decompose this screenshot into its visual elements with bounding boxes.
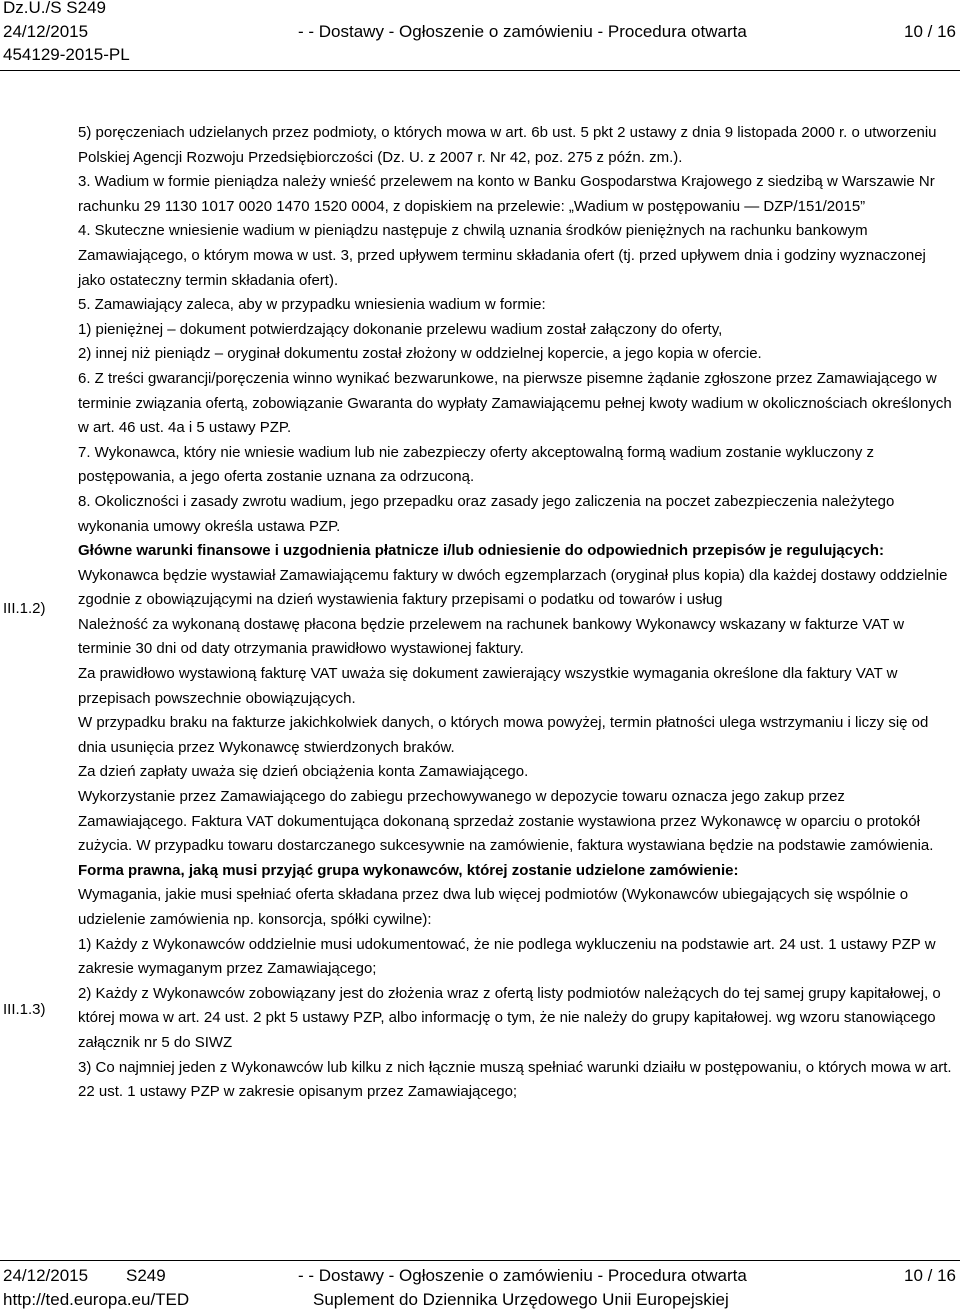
journal-reference: Dz.U./S S249	[3, 0, 106, 17]
paragraph-deposit-7: 7. Wykonawca, który nie wniesie wadium lub nie zabezpieczy oferty akceptowalną formą wadium zostanie wykluczony z postępowania, a jego oferta zostanie uznana za odrzuconą.	[78, 443, 875, 486]
paragraph-payment-date: Za dzień zapłaty uważa się dzień obciążenia konta Zamawiającego.	[78, 763, 529, 781]
footer-date: 24/12/2015	[3, 1266, 89, 1285]
header-divider	[0, 70, 960, 71]
header-title: - - Dostawy - Ogłoszenie o zamówieniu - Procedura otwarta	[298, 22, 747, 41]
paragraph-deposit-5-1: 1) pieniężnej – dokument potwierdzający dokonanie przelewu wadium został załączony do oferty,	[78, 320, 723, 338]
footer-issue: S249	[126, 1266, 166, 1285]
section-heading-legal-form: Forma prawna, jaką musi przyjąć grupa wykonawców, której zostanie udzielone zamówienie:	[78, 861, 739, 879]
paragraph-deposit-3: 3. Wadium w formie pieniądza należy wnieść przelewem na konto w Banku Gospodarstwa Krajowego z siedzibą w Warszawie Nr rachunku 29 1130 1017 0020 1470 1520 0004, z dopiskiem na przelewie: „Wadium w postępowaniu — DZP/151/2015”	[78, 173, 935, 215]
section-number-iii-1-3: III.1.3)	[3, 1001, 46, 1018]
footer-page-number: 10 / 16	[904, 1266, 956, 1285]
paragraph-consortium-1: 1) Każdy z Wykonawców oddzielnie musi udokumentować, że nie podlega wykluczeniu na podstawie art. 24 ust. 1 ustawy PZP w zakresie wymaganym przez Zamawiającego;	[78, 935, 936, 978]
paragraph-deposit-5: 5. Zamawiający zaleca, aby w przypadku wniesienia wadium w formie:	[78, 296, 546, 314]
paragraph-guarantees-5: 5) poręczeniach udzielanych przez podmioty, o których mowa w art. 6b ust. 5 pkt 2 ustawy z dnia 9 listopada 2000 r. o utworzeniu Polskiej Agencji Rozwoju Przedsiębiorczości (Dz. U. z 2007 r. Nr 42, poz. 275 z późn. zm.).	[78, 124, 937, 166]
paragraph-missing-data: W przypadku braku na fakturze jakichkolwiek danych, o których mowa powyżej, termin płatności ulega wstrzymaniu i liczy się od dnia usunięcia przez Wykonawcę stwierdzonych braków.	[78, 714, 929, 756]
paragraph-deposit-5-2: 2) innej niż pieniądz – oryginał dokumentu został złożony w oddzielnej kopercie, a jego kopia w ofercie.	[78, 345, 762, 363]
paragraph-consortium-requirements: Wymagania, jakie musi spełniać oferta składana przez dwa lub więcej podmiotów (Wykonawców ubiegających się wspólnie o udzielenie zamówienia np. konsorcja, spółki cywilne):	[78, 886, 909, 928]
paragraph-deposit-4: 4. Skuteczne wniesienie wadium w pieniądzu następuje z chwilą uznania środków pieniężnych na rachunku bankowym Zamawiającego, o którym mowa w ust. 3, przed upływem terminu składania ofert (tj. przed upływem dnia i godziny wyznaczonej jako ostateczny termin składania ofert).	[78, 222, 926, 289]
header-page-number: 10 / 16	[904, 22, 956, 41]
section-heading-financial-conditions: Główne warunki finansowe i uzgodnienia płatnicze i/lub odniesienie do odpowiednich przepisów je regulujących:	[78, 542, 884, 560]
section-number-iii-1-2: III.1.2)	[3, 600, 46, 617]
footer-url[interactable]: http://ted.europa.eu/TED	[3, 1290, 190, 1309]
footer-divider	[0, 1260, 960, 1261]
paragraph-invoices: Wykonawca będzie wystawiał Zamawiającemu faktury w dwóch egzemplarzach (oryginał plus kopia) dla każdej dostawy oddzielnie zgodnie z obowiązującymi na dzień wystawienia faktury przepisami o podatku od towarów i usług	[78, 566, 948, 609]
paragraph-deposit-6: 6. Z treści gwarancji/poręczenia winno wynikać bezwarunkowe, na pierwsze pisemne żądanie zgłoszone przez Zamawiającego w terminie związania ofertą, zobowiązanie Gwaranta do wypłaty Zamawiającemu pełnej kwoty wadium w okolicznościach określonych w art. 46 ust. 4a i 5 ustawy PZP.	[78, 369, 952, 437]
paragraph-deposit-goods: Wykorzystanie przez Zamawiającego do zabiegu przechowywanego w depozycie towaru oznacza jego zakup przez Zamawiającego. Faktura VAT dokumentująca dokonaną sprzedaż zostanie wystawiona przez Wykonawcę w oparciu o protokół zużycia. W przypadku towaru dostarczanego sukcesywnie na zamówienie, faktura wystawiana będzie na podstawie zamówienia.	[78, 788, 934, 855]
paragraph-consortium-2: 2) Każdy z Wykonawców zobowiązany jest do złożenia wraz z ofertą listy podmiotów należących do tej samej grupy kapitałowej, o której mowa w art. 24 ust. 2 pkt 5 ustawy PZP, albo informację o tym, że nie należy do grupy kapitałowej. wg wzoru stanowiącego załącznik nr 5 do SIWZ	[78, 984, 941, 1051]
notice-id: 454129-2015-PL	[3, 45, 130, 64]
paragraph-consortium-3: 3) Co najmniej jeden z Wykonawców lub kilku z nich łącznie muszą spełniać warunki dziaiłu w postępowaniu, o których mowa w art. 22 ust. 1 ustawy PZP w zakresie opisanym przez Zamawiającego;	[78, 1058, 952, 1101]
paragraph-deposit-8: 8. Okoliczności i zasady zwrotu wadium, jego przepadku oraz zasady jego zaliczenia na poczet zabezpieczenia należytego wykonania umowy określa ustawa PZP.	[78, 492, 895, 535]
paragraph-valid-invoice: Za prawidłowo wystawioną fakturę VAT uważa się dokument zawierający wszystkie wymagania określone dla faktury VAT w przepisach powszechnie obowiązujących.	[78, 665, 898, 707]
paragraph-payment-term: Należność za wykonaną dostawę płacona będzie przelewem na rachunek bankowy Wykonawcy wskazany w fakturze VAT w terminie 30 dni od daty otrzymania prawidłowo wystawionej faktury.	[78, 615, 905, 658]
main-content	[78, 121, 954, 1105]
header-date: 24/12/2015	[3, 22, 89, 41]
footer-title: - - Dostawy - Ogłoszenie o zamówieniu - Procedura otwarta	[298, 1266, 747, 1285]
footer-supplement: Suplement do Dziennika Urzędowego Unii Europejskiej	[313, 1290, 729, 1309]
